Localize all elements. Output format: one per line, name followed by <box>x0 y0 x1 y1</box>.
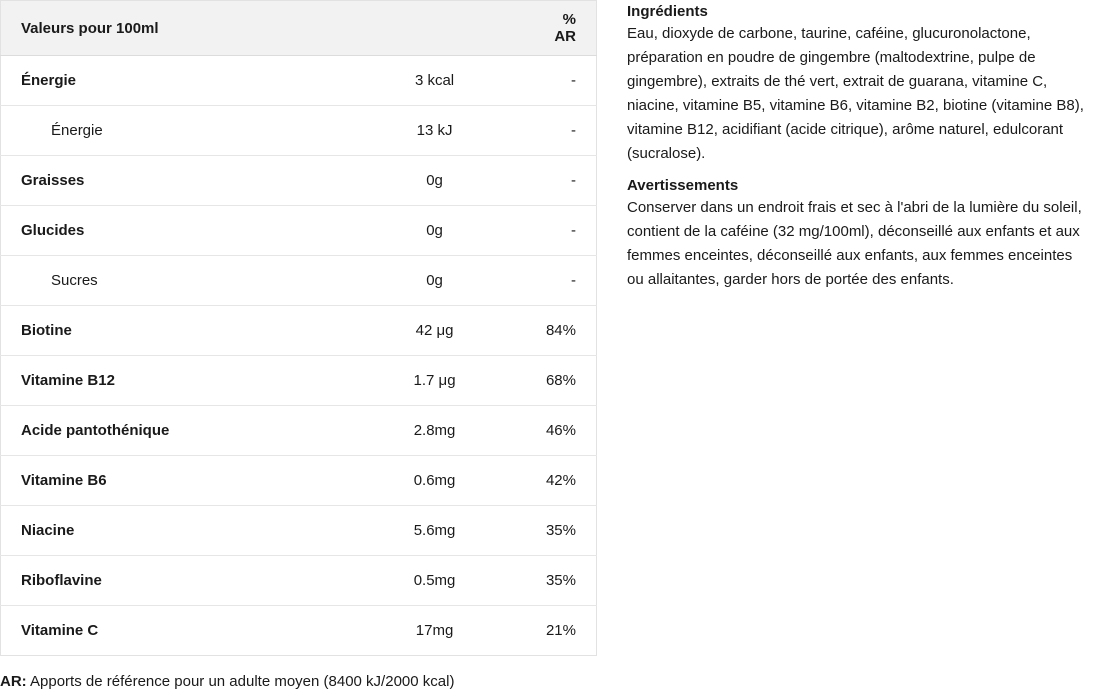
footnote-text: Apports de référence pour un adulte moyen (8400 kJ/2000 kcal) <box>26 673 455 690</box>
header-ar: % AR <box>546 1 597 56</box>
nutrient-ar: - <box>546 156 597 206</box>
table-row <box>1 456 597 506</box>
nutrient-ar: 84% <box>546 306 597 356</box>
nutrient-name: Acide pantothénique <box>1 406 324 456</box>
nutrient-ar: 42% <box>546 456 597 506</box>
nutrient-value: 0.6mg <box>323 456 546 506</box>
nutrient-value: 0g <box>323 256 546 306</box>
header-value <box>323 1 546 56</box>
ingredients-section <box>627 2 1089 166</box>
nutrient-value: 13 kJ <box>323 106 546 156</box>
warnings-title: Avertissements <box>627 177 739 194</box>
nutrient-ar: 46% <box>546 406 597 456</box>
header-name: Valeurs pour 100ml <box>1 1 324 56</box>
nutrient-name: Vitamine B6 <box>1 456 324 506</box>
nutrient-name: Glucides <box>1 206 324 256</box>
nutrient-ar: 21% <box>545 622 576 639</box>
nutrient-value: 2.8mg <box>323 406 546 456</box>
nutrient-name: Vitamine C <box>21 622 99 639</box>
nutrient-value: 1.7 μg <box>323 356 546 406</box>
nutrient-name: Sucres <box>1 256 324 306</box>
nutrient-name: Niacine <box>1 506 324 556</box>
table-row <box>1 506 597 556</box>
nutrient-name: Vitamine B12 <box>1 356 324 406</box>
nutrient-name: Énergie <box>1 106 324 156</box>
warnings-text: Conserver dans un endroit frais et sec à l'abri de la lumière du soleil, contient de la caféine (32 mg/100ml), déconseillé aux enfants et aux femmes enceintes, déconseillé aux enfants, aux femmes enceintes ou allaitantes, garder hors de portée des enfants. <box>627 199 1082 288</box>
table-row <box>1 56 597 106</box>
table-row <box>1 306 597 356</box>
nutrient-ar: - <box>546 206 597 256</box>
reference-footnote <box>0 670 454 694</box>
nutrient-name: Graisses <box>1 156 324 206</box>
nutrient-value: 0.5mg <box>323 556 546 606</box>
nutrient-name: Énergie <box>1 56 324 106</box>
table-row <box>1 156 597 206</box>
ingredients-title: Ingrédients <box>627 3 708 20</box>
nutrient-ar: - <box>546 56 597 106</box>
nutrient-value: 42 μg <box>323 306 546 356</box>
table-row <box>1 606 597 656</box>
nutrient-value: 5.6mg <box>323 506 546 556</box>
nutrient-value: 3 kcal <box>323 56 546 106</box>
nutrient-value: 17mg <box>415 622 454 639</box>
table-row <box>1 356 597 406</box>
table-row <box>1 206 597 256</box>
ingredients-text: Eau, dioxyde de carbone, taurine, caféine, glucuronolactone, préparation en poudre de gingembre (maltodextrine, pulpe de gingembre), extraits de thé vert, extrait de guarana, vitamine C, niacine, vitamine B5, vitamine B6, vitamine B2, biotine (vitamine B8), vitamine B12, acidifiant (acide citrique), arôme naturel, edulcorant (sucralose). <box>627 25 1084 162</box>
nutrient-value: 0g <box>323 206 546 256</box>
nutrient-ar: 35% <box>546 506 597 556</box>
table-header-row <box>1 1 597 56</box>
table-row <box>1 406 597 456</box>
table-row <box>1 556 597 606</box>
table-row <box>1 256 597 306</box>
nutrient-name: Biotine <box>1 306 324 356</box>
nutrient-ar: 35% <box>546 556 597 606</box>
warnings-section <box>627 176 1089 292</box>
nutrient-ar: 68% <box>546 356 597 406</box>
nutrient-value: 0g <box>323 156 546 206</box>
nutrient-name: Riboflavine <box>1 556 324 606</box>
nutrient-ar: - <box>546 256 597 306</box>
nutrient-ar: - <box>546 106 597 156</box>
table-row <box>1 106 597 156</box>
product-info-panel <box>627 2 1089 302</box>
footnote-label: AR: <box>0 673 27 690</box>
